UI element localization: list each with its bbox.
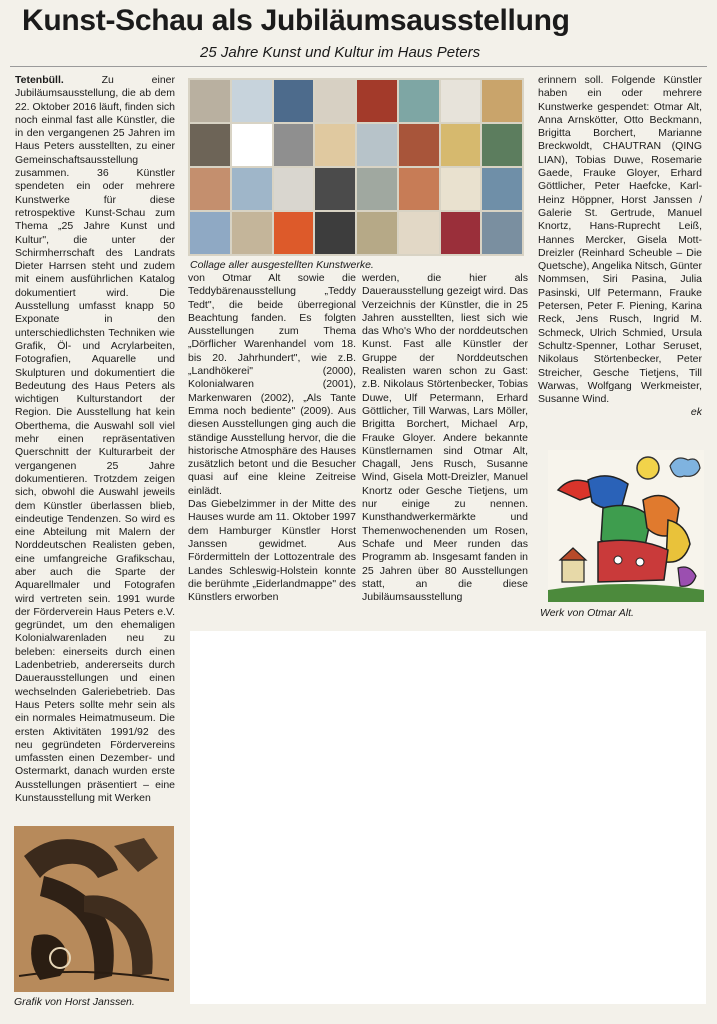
horst-janssen-drawing bbox=[14, 826, 174, 992]
blank-area bbox=[190, 631, 706, 1004]
otmar-alt-caption: Werk von Otmar Alt. bbox=[540, 607, 634, 619]
collage-tile bbox=[441, 168, 481, 210]
column-3-text: werden, die hier als Dauerausstellung gezeigt wird. Das Verzeichnis der Künstler, die in 25 Jahren ausstellten, liest sich wie das Who's Who der norddeutschen Kunst. Fast alle Künstler der Gruppe der Norddeutschen Realisten waren schon zu Gast: z.B. Nikolaus Störtenbecker, Tobias Duwe, Ulf Petermann, Erhard Göttlicher, Till Warwas, Lars Möller, Brigitta Borchert, Michael Arp, Frauke Gloyer. Andere bekannte Künstlernamen sind Otmar Alt, Chagall, Jens Rusch, Susanne Wind, Gisela Mott-Dreizler, Manuel Knortz oder Gesche Tietjens, um nur einige zu nennen. Kunsthandwerkermärkte und Themenwochenenden um Rosen, Schafe und Meer runden das Programm ab. Insgesamt fanden in 25 Jahren über 80 Ausstellungen statt, an die diese Jubiläumsausstellung bbox=[362, 272, 528, 604]
collage-tile bbox=[315, 168, 355, 210]
collage-tile bbox=[274, 80, 314, 122]
column-2-paragraph-2: Das Giebelzimmer in der Mitte des Hauses wurde am 11. Oktober 1997 dem Hamburger Künstler Horst Janssen gewidmet. Aus Fördermitteln der Lottozentrale des Landes Schleswig-Holstein konnte die berühmte „Eiderlandmappe" des Künstlers erworben bbox=[188, 498, 356, 604]
collage-tile bbox=[190, 80, 230, 122]
collage-tile bbox=[441, 212, 481, 254]
collage-tile bbox=[232, 124, 272, 166]
title-divider bbox=[10, 66, 707, 67]
collage-tile bbox=[482, 168, 522, 210]
collage-tile bbox=[399, 212, 439, 254]
author-signature: ek bbox=[690, 406, 702, 419]
collage-tile bbox=[190, 124, 230, 166]
collage-tile bbox=[399, 168, 439, 210]
collage-tile bbox=[190, 168, 230, 210]
collage-tile bbox=[482, 80, 522, 122]
otmar-alt-artwork-drawing bbox=[548, 450, 704, 602]
collage-tile bbox=[232, 168, 272, 210]
article-column-1 bbox=[15, 74, 175, 826]
collage-image bbox=[188, 78, 524, 256]
column-4-text: erinnern soll. Folgende Künstler haben ein oder mehrere Kunstwerke gespendet: Otmar Alt, Anna Arnskötter, Otto Beckmann, Brigitta Borchert, Marianne Breckwoldt, CHAUTRAN (QING LIAN), Tobias Duwe, Rosemarie Gaede, Frauke Gloyer, Erhard Göttlicher, Peter Haefcke, Karl-Heinz Höppner, Horst Janssen / Galerie St. Gertrude, Manuel Knortz, Hans-Ruprecht Leiß, Hannes Mercker, Gisela Mott-Dreizler (Reinhard Scheuble – Die Quetsche), Angelika Nitsch, Günter Nommsen, Siri Pasina, Julia Pasinski, Ulf Petermann, Frauke Petersen, Peter F. Piening, Karina Reck, Jens Rusch, Ingrid M. Schmeck, Ulrich Schmied, Ursula Schultz-Spenner, Lothar Seruset, Nikolaus Störtenbecker, Peter Streicher, Gesche Tietjens, Till Warwas, Wolfgang Werkmeister, Susanne Wind. bbox=[538, 74, 702, 406]
collage-tile bbox=[232, 80, 272, 122]
column-2-paragraph-1: von Otmar Alt sowie die Teddybärenausstellung „Teddy Tedt", die beide überregional Beachtung fanden. Es folgten Ausstellungen zum Thema „Dörflicher Warenhandel vom 18. bis 20. Jahrhundert", wie z.B. „Landhökerei" (2000), Kolonialwaren (2001), Markenwaren (2002), „Als Tante Emma noch bediente" (2009). Aus diesen Ausstellungen ging auch die ständige Ausstellung hervor, die die historische Atmosphäre des Hauses zusätzlich betont und die Besucher quasi auf eine kleine Zeitreise einlädt. bbox=[188, 272, 356, 497]
collage-tile bbox=[357, 212, 397, 254]
collage-tile bbox=[357, 80, 397, 122]
column-1-text: Zu einer Jubiläumsausstellung, die ab dem 22. Oktober 2016 läuft, finden sich noch einmal fast alle Künstler, die in den vergangenen 25 Jahren im Haus Peters ausstellten, zu einer Gemeinschaftsausstellung zusammen. 36 Künstler spendeten ein oder mehrere Kunstwerke für diese retrospektive Kunst-Schau zum Thema „25 Jahre Kunst und Kultur", die unter der Schirmherrschaft des Landrats Dieter Harrsen steht und zudem mit einem ausführlichen Katalog dokumentiert wird. Die Ausstellung umfasst knapp 50 Exponate in den unterschiedlichsten Techniken wie Grafik, Öl- und Acrylarbeiten, Fotografien, Aquarelle und Skulpturen und dokumentiert die Bedeutung des Haus Peters als wichtigen Kulturstandort der Region. Die Ausstellung hat kein Oberthema, die Auswahl soll viel mehr einen repräsentativen Querschnitt der Kulturarbeit der vergangenen 25 Jahre dokumentieren. Trotzdem zeigen sich, obwohl die Auswahl jeweils dem Künstler überlassen blieb, eindeutige Tendenzen. So wird es eine Abteilung mit Malern der Norddeutschen Realisten geben, eine umfangreiche Grafikschau, aber auch die Sparte der Aquarellmaler und Fotografen wird vertreten sein. 1991 wurde der Förderverein Haus Peters e.V. gegründet, um den ehemaligen Kolonialwarenladen neu zu beleben: einerseits durch einen Ladenbetrieb, andererseits durch Dauerausstellungen und einen wechselnden Galeriebetrieb. Das Haus Peters sollte mehr sein als ein normales Heimatmuseum. Die ersten Aktivitäten 1991/92 des neu gegründeten Fördervereins umfassten einen Dezember- und Ostermarkt, danach wurden erste Ausstellungen präsentiert – eine Kunstausstellung mit Werken bbox=[15, 74, 175, 805]
article-column-2 bbox=[188, 272, 356, 626]
collage-tile bbox=[315, 80, 355, 122]
article-title: Kunst-Schau als Jubiläumsausstellung bbox=[22, 4, 570, 37]
collage-tile bbox=[441, 80, 481, 122]
collage-tile bbox=[357, 168, 397, 210]
collage-tile bbox=[315, 212, 355, 254]
collage-tile bbox=[441, 124, 481, 166]
dateline: Tetenbüll. bbox=[15, 74, 64, 86]
collage-tile bbox=[315, 124, 355, 166]
collage-tile bbox=[190, 212, 230, 254]
article-column-3 bbox=[362, 272, 528, 626]
horst-janssen-caption: Grafik von Horst Janssen. bbox=[14, 996, 135, 1008]
collage-tile bbox=[232, 212, 272, 254]
collage-tile bbox=[482, 212, 522, 254]
article-column-4 bbox=[538, 74, 702, 454]
collage-tile bbox=[274, 168, 314, 210]
collage-tile bbox=[482, 124, 522, 166]
collage-tile bbox=[399, 124, 439, 166]
article-subtitle: 25 Jahre Kunst und Kultur im Haus Peters bbox=[200, 44, 481, 61]
collage-tile bbox=[399, 80, 439, 122]
otmar-alt-artwork-image bbox=[548, 450, 704, 602]
horst-janssen-graphic-image bbox=[14, 826, 174, 992]
collage-tile bbox=[274, 212, 314, 254]
collage-tile bbox=[274, 124, 314, 166]
collage-caption: Collage aller ausgestellten Kunstwerke. bbox=[190, 259, 374, 271]
collage-tile bbox=[357, 124, 397, 166]
